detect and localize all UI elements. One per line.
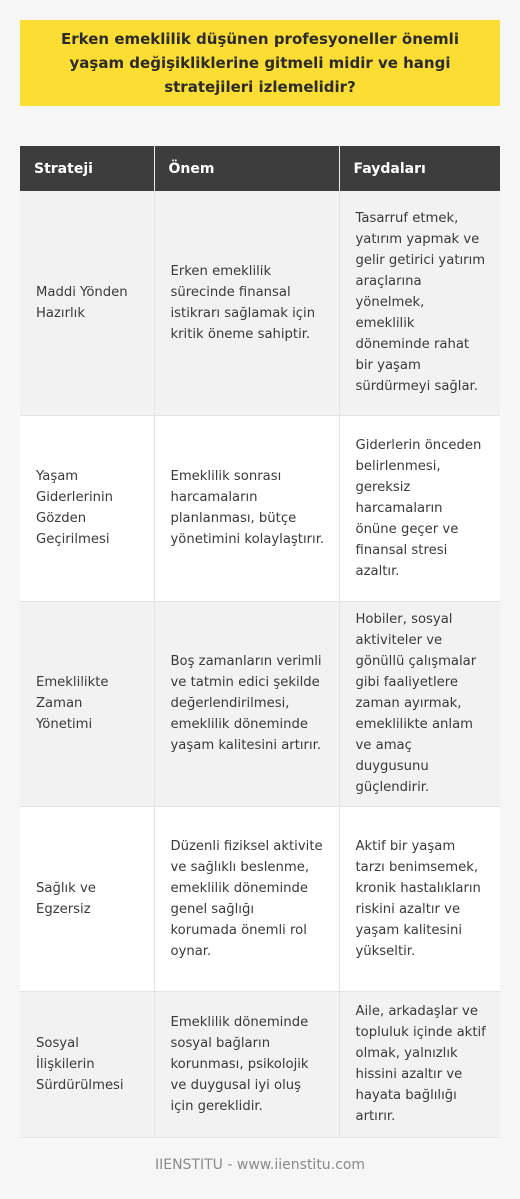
cell-importance: Emeklilik sonrası harcamaların planlanması, bütçe yönetimini kolaylaştırır.	[154, 415, 339, 601]
table-row	[20, 415, 500, 601]
footer-credit: IIENSTITU - www.iienstitu.com	[154, 1157, 366, 1173]
cell-benefits: Tasarruf etmek, yatırım yapmak ve gelir getirici yatırım araçlarına yönelmek, emeklilik döneminde rahat bir yaşam sürdürmeyi sağlar.	[339, 191, 500, 415]
strategy-table	[20, 146, 500, 1138]
header-strategy: Strateji	[20, 146, 154, 191]
cell-benefits: Hobiler, sosyal aktiviteler ve gönüllü çalışmalar gibi faaliyetlere zaman ayırmak, emeklilikte anlam ve amaç duygusunu güçlendirir.	[339, 601, 500, 806]
cell-benefits: Aile, arkadaşlar ve topluluk içinde aktif olmak, yalnızlık hissini azaltır ve hayata bağlılığı artırır.	[339, 991, 500, 1137]
page-title: Erken emeklilik düşünen profesyoneller önemli yaşam değişikliklerine gitmeli midir ve hangi stratejileri izlemelidir?	[61, 30, 459, 96]
table-row	[20, 601, 500, 806]
cell-strategy: Yaşam Giderlerinin Gözden Geçirilmesi	[20, 415, 154, 601]
title-banner	[20, 20, 500, 106]
table-header-row	[20, 146, 500, 191]
cell-strategy: Emeklilikte Zaman Yönetimi	[20, 601, 154, 806]
cell-importance: Erken emeklilik sürecinde finansal istikrarı sağlamak için kritik öneme sahiptir.	[154, 191, 339, 415]
header-importance: Önem	[154, 146, 339, 191]
cell-benefits: Giderlerin önceden belirlenmesi, gereksiz harcamaların önüne geçer ve finansal stresi azaltır.	[339, 415, 500, 601]
cell-strategy: Sağlık ve Egzersiz	[20, 806, 154, 991]
table-row	[20, 991, 500, 1137]
table-row	[20, 806, 500, 991]
cell-importance: Düzenli fiziksel aktivite ve sağlıklı beslenme, emeklilik döneminde genel sağlığı korumada önemli rol oynar.	[154, 806, 339, 991]
table-row	[20, 191, 500, 415]
cell-importance: Emeklilik döneminde sosyal bağların korunması, psikolojik ve duygusal iyi oluş için gereklidir.	[154, 991, 339, 1137]
cell-importance: Boş zamanların verimli ve tatmin edici şekilde değerlendirilmesi, emeklilik döneminde yaşam kalitesini artırır.	[154, 601, 339, 806]
cell-benefits: Aktif bir yaşam tarzı benimsemek, kronik hastalıkların riskini azaltır ve yaşam kalitesini yükseltir.	[339, 806, 500, 991]
cell-strategy: Maddi Yönden Hazırlık	[20, 191, 154, 415]
header-benefits: Faydaları	[339, 146, 500, 191]
cell-strategy: Sosyal İlişkilerin Sürdürülmesi	[20, 991, 154, 1137]
